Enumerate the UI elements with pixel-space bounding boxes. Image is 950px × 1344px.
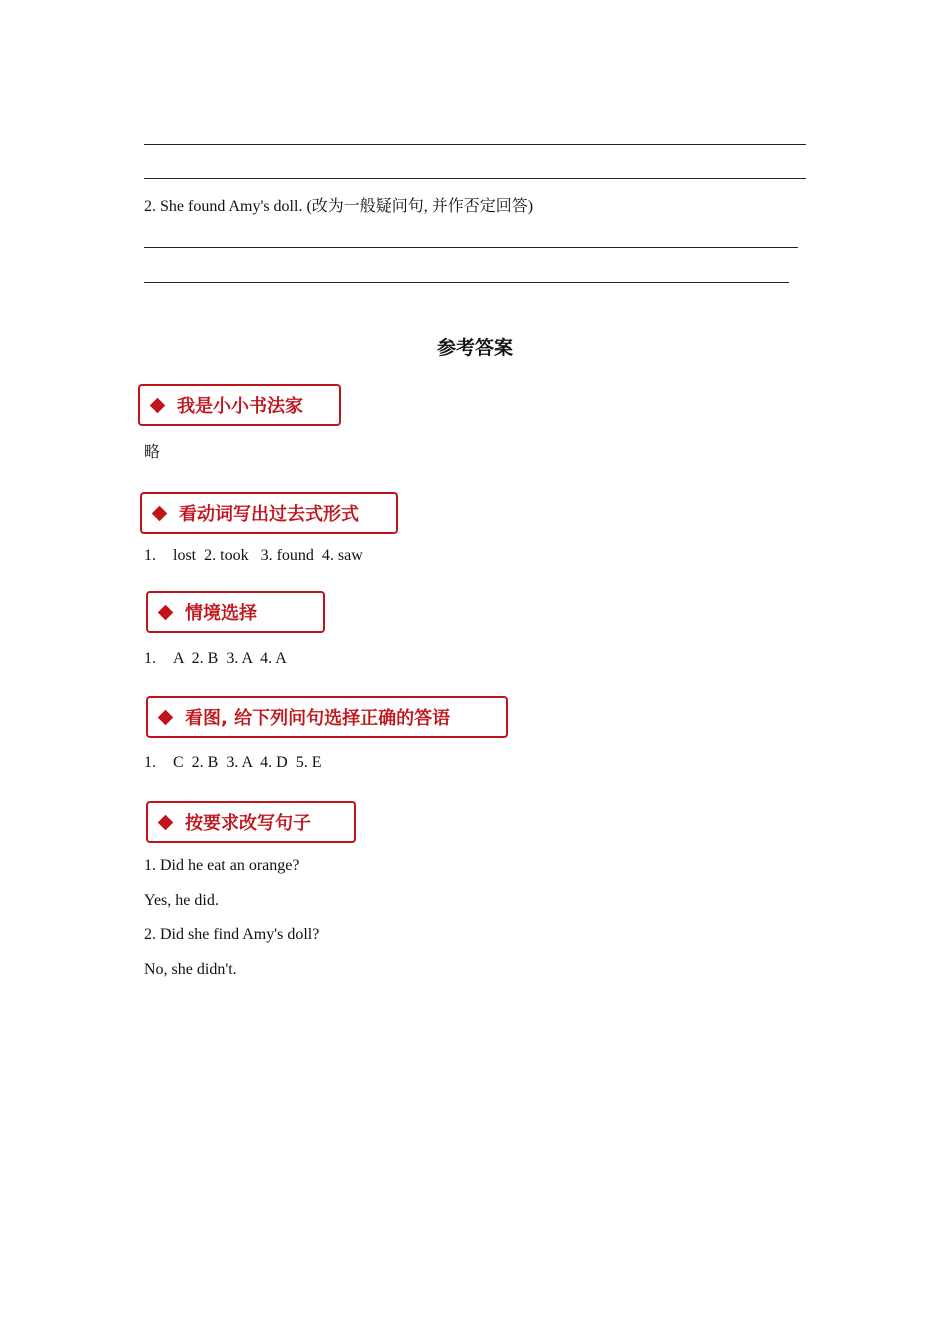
page-title: 参考答案 bbox=[436, 337, 513, 359]
diamond-icon bbox=[158, 814, 174, 830]
diamond-icon bbox=[158, 709, 174, 725]
section-heading-calligraphy bbox=[138, 384, 341, 426]
section-heading-label: 看图, 给下列问句选择正确的答语 bbox=[185, 708, 451, 729]
rewrite-answer-line: 1. Did he eat an orange? bbox=[144, 857, 300, 874]
answer-text: A 2. B 3. A 4. A bbox=[173, 650, 287, 667]
section-heading-label: 情境选择 bbox=[185, 603, 257, 624]
answer-number: 1. bbox=[144, 650, 156, 667]
answer-number: 1. bbox=[144, 754, 156, 771]
answer-text: lost 2. took 3. found 4. saw bbox=[173, 547, 363, 564]
section-heading-label: 我是小小书法家 bbox=[177, 396, 303, 417]
section-heading-past-tense bbox=[140, 492, 398, 534]
rewrite-answer-line: 2. Did she find Amy's doll? bbox=[144, 926, 320, 943]
section-heading-label: 按要求改写句子 bbox=[185, 813, 311, 834]
diamond-icon bbox=[152, 505, 168, 521]
section-heading-situation bbox=[146, 591, 325, 633]
answer-line bbox=[144, 247, 798, 248]
answer-line bbox=[144, 144, 806, 145]
answer-past-tense bbox=[144, 546, 363, 566]
answer-line bbox=[144, 282, 789, 283]
answer-calligraphy: 略 bbox=[144, 444, 161, 461]
section-heading-label: 看动词写出过去式形式 bbox=[179, 504, 359, 525]
diamond-icon bbox=[150, 397, 166, 413]
rewrite-answer-line: No, she didn't. bbox=[144, 961, 237, 978]
answer-picture bbox=[144, 753, 321, 773]
answer-line bbox=[144, 178, 806, 179]
answer-situation bbox=[144, 649, 287, 669]
diamond-icon bbox=[158, 604, 174, 620]
answer-text: C 2. B 3. A 4. D 5. E bbox=[173, 754, 322, 771]
section-heading-rewrite bbox=[146, 801, 356, 843]
question-2: 2. She found Amy's doll. (改为一般疑问句, 并作否定回答) bbox=[144, 198, 534, 215]
section-heading-picture bbox=[146, 696, 508, 738]
answer-number: 1. bbox=[144, 547, 156, 564]
rewrite-answer-line: Yes, he did. bbox=[144, 892, 219, 909]
